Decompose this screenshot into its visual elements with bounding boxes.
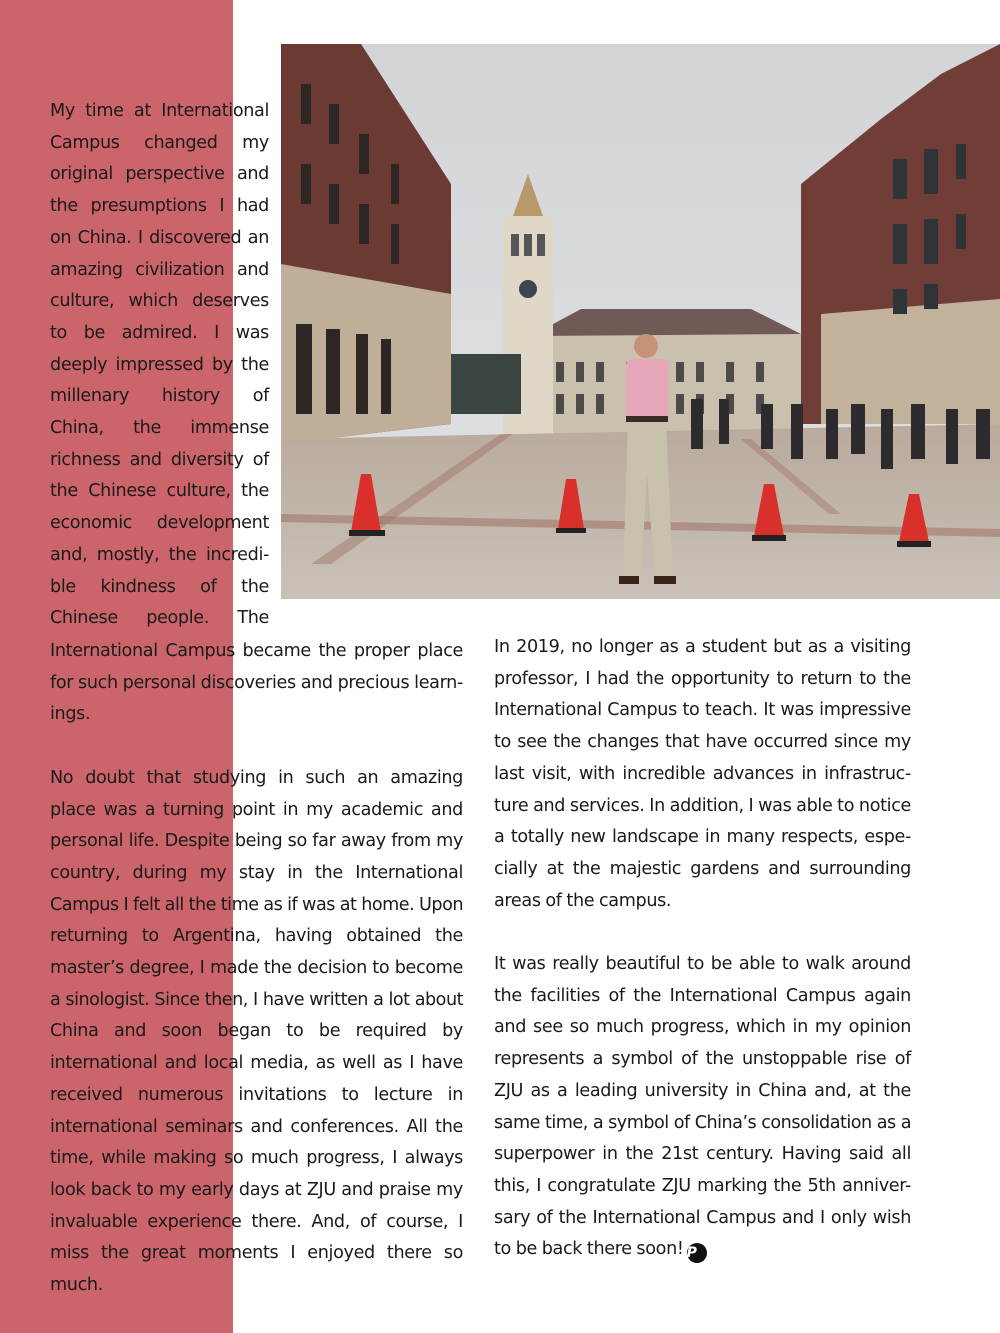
text-line: Campus changed my (50, 132, 269, 153)
paragraph-closing (494, 949, 911, 1266)
text-line: miss the great moments I enjoyed there so (50, 1243, 463, 1264)
closing-text: to be back there soon! (494, 1239, 684, 1260)
text-line: Chinese people. The (50, 608, 269, 629)
text-line: ings. (50, 704, 91, 725)
text-line: country, during my stay in the International (50, 862, 463, 883)
text-line: ble kindness of the (50, 576, 269, 597)
paragraph-turning-point (50, 763, 463, 1302)
text-line: invaluable experience there. And, of course, I (50, 1211, 463, 1232)
text-line: Campus I felt all the time as if was at home. Upon (50, 894, 463, 915)
text-line: for such personal discoveries and precious learn- (50, 672, 463, 693)
text-line: richness and diversity of (50, 449, 269, 470)
text-line: superpower in the 21st century. Having said all (494, 1144, 911, 1165)
text-line: International Campus to teach. It was impressive (494, 700, 911, 721)
text-line: international and local media, as well as I have (50, 1053, 463, 1074)
text-line: master’s degree, I made the decision to become (50, 958, 463, 979)
right-column-text (494, 632, 911, 1266)
text-line: International Campus became the proper place (50, 641, 463, 661)
text-line: My time at International (50, 101, 269, 121)
text-line: much. (50, 1275, 103, 1296)
text-line: returning to Argentina, having obtained the (50, 926, 463, 947)
text-line: ZJU as a leading university in China and, at the (494, 1080, 911, 1101)
text-line: economic development (50, 513, 269, 534)
text-line: sary of the International Campus and I only wish (494, 1207, 911, 1228)
text-line: culture, which deserves (50, 291, 269, 312)
paragraph-visiting-professor (494, 632, 911, 917)
end-of-article-icon: P (687, 1243, 707, 1263)
text-line: the Chinese culture, the (50, 481, 269, 502)
text-line (494, 1234, 911, 1266)
text-line: personal life. Despite being so far away from my (50, 831, 463, 852)
campus-photo (281, 44, 1000, 599)
text-line: original perspective and (50, 164, 269, 185)
text-line: to be admired. I was (50, 322, 269, 343)
text-line: the presumptions I had (50, 196, 269, 217)
text-line: and, mostly, the incredi- (50, 544, 269, 565)
text-line: the facilities of the International Campus again (494, 985, 911, 1006)
text-line: place was a turning point in my academic and (50, 799, 463, 820)
text-line: professor, I had the opportunity to return to the (494, 668, 911, 689)
intro-paragraph-continued (50, 636, 463, 731)
text-line: this, I congratulate ZJU marking the 5th anniver- (494, 1175, 911, 1196)
text-line: ture and services. In addition, I was able to notice (494, 795, 911, 816)
text-line: to see the changes that have occurred since my (494, 732, 911, 753)
text-line: same time, a symbol of China’s consolidation as a (494, 1112, 911, 1133)
intro-paragraph-wrapped (50, 96, 269, 635)
text-line: time, while making so much progress, I always (50, 1148, 463, 1169)
text-line: a sinologist. Since then, I have written a lot about (50, 989, 463, 1010)
text-line: In 2019, no longer as a student but as a visiting (494, 637, 911, 657)
text-line: international seminars and conferences. All the (50, 1116, 463, 1137)
text-line: millenary history of (50, 386, 269, 407)
campus-photo-illustration (281, 44, 1000, 599)
text-line: cially at the majestic gardens and surrounding (494, 858, 911, 879)
text-line: China and soon began to be required by (50, 1021, 463, 1042)
text-line: areas of the campus. (494, 890, 672, 911)
text-line: last visit, with incredible advances in infrastruc- (494, 763, 911, 784)
text-line: amazing civilization and (50, 259, 269, 280)
text-line: received numerous invitations to lecture in (50, 1084, 463, 1105)
text-line: deeply impressed by the (50, 354, 269, 375)
text-line: and see so much progress, which in my opinion (494, 1017, 911, 1038)
text-line: It was really beautiful to be able to walk around (494, 954, 911, 975)
text-line: China, the immense (50, 418, 269, 439)
text-line: No doubt that studying in such an amazing (50, 767, 463, 788)
text-line: look back to my early days at ZJU and praise my (50, 1179, 463, 1200)
text-line: on China. I discovered an (50, 227, 269, 248)
text-line: represents a symbol of the unstoppable rise of (494, 1049, 911, 1070)
left-column-text (50, 636, 463, 1302)
text-line: a totally new landscape in many respects, espe- (494, 827, 911, 848)
